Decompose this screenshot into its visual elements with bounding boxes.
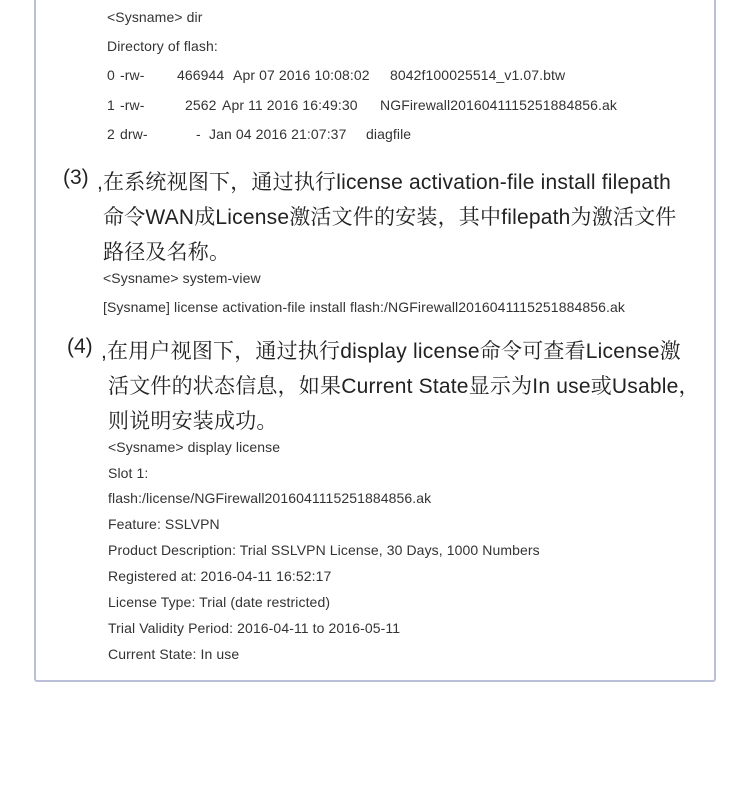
file-permission: drw- (120, 126, 148, 142)
code-line: Slot 1: (108, 465, 149, 481)
directory-heading: Directory of flash: (107, 38, 218, 54)
file-name: diagfile (366, 126, 412, 142)
file-name: NGFirewall2016041115251884856.ak (380, 97, 617, 113)
code-line: Registered at: 2016-04-11 16:52:17 (108, 568, 332, 584)
code-line: <Sysname> display license (108, 439, 281, 455)
step-text-line: 活文件的状态信息，如果Current State显示为In use或Usable， (108, 375, 700, 398)
file-date: Jan 04 2016 21:07:37 (209, 126, 347, 142)
file-index: 1 (107, 97, 115, 113)
step-number: (4) (67, 335, 93, 358)
code-line: flash:/license/NGFirewall2016041115251884856.ak (108, 490, 432, 506)
file-size: - (196, 126, 201, 142)
file-index: 0 (107, 67, 115, 83)
code-line: Trial Validity Period: 2016-04-11 to 2016-05-11 (108, 620, 401, 636)
file-permission: -rw- (120, 67, 145, 83)
step-number: (3) (63, 166, 89, 189)
file-name: 8042f100025514_v1.07.btw (390, 67, 566, 83)
step-text-line: 路径及名称。 (103, 241, 231, 264)
file-size: 466944 (177, 67, 225, 83)
code-line: Current State: In use (108, 646, 240, 662)
step-text-line: ,在用户视图下，通过执行display license命令可查看License激 (101, 340, 681, 363)
code-line: License Type: Trial (date restricted) (108, 594, 331, 610)
file-size: 2562 (185, 97, 217, 113)
dir-command: <Sysname> dir (107, 9, 203, 25)
file-date: Apr 07 2016 10:08:02 (233, 67, 370, 83)
code-line: [Sysname] license activation-file install flash:/NGFirewall2016041115251884856.ak (103, 299, 625, 315)
step-text-line: ,在系统视图下，通过执行license activation-file install filepath (97, 171, 672, 194)
code-line: <Sysname> system-view (103, 270, 261, 286)
step-text-line: 命令WAN成License激活文件的安装，其中filepath为激活文件 (103, 206, 677, 229)
code-line: Product Description: Trial SSLVPN License, 30 Days, 1000 Numbers (108, 542, 540, 558)
code-line: Feature: SSLVPN (108, 516, 220, 532)
step-text-line: 则说明安装成功。 (108, 410, 278, 433)
file-date: Apr 11 2016 16:49:30 (222, 97, 358, 113)
file-index: 2 (107, 126, 115, 142)
file-permission: -rw- (120, 97, 145, 113)
